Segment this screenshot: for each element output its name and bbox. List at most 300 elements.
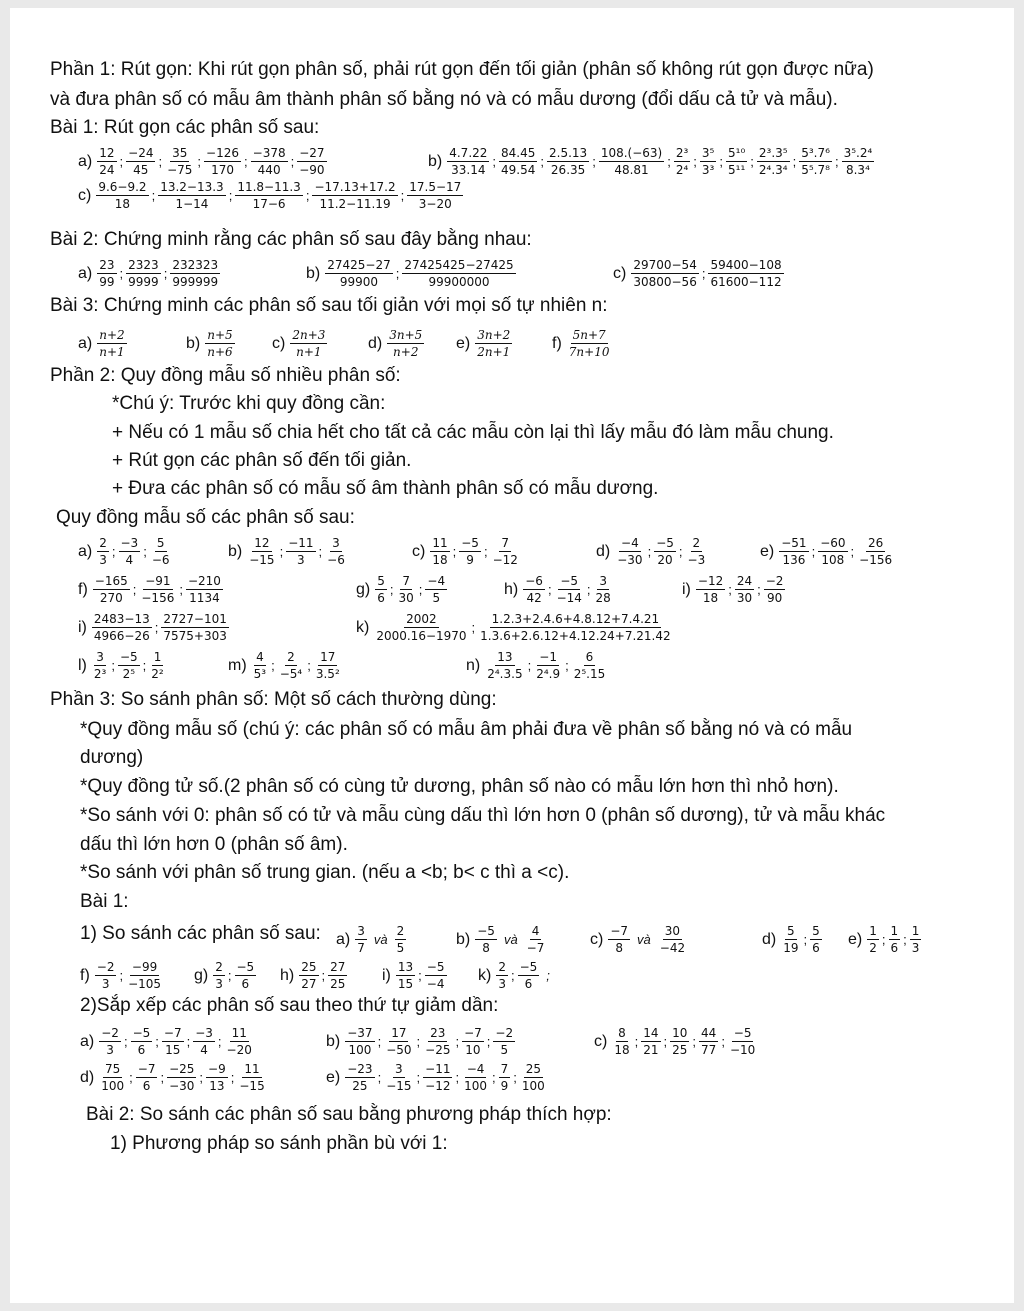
numerator: 3: [332, 536, 340, 550]
denominator: 2n+1: [477, 345, 511, 359]
denominator: −156: [141, 591, 175, 605]
exercise-label: b): [306, 264, 321, 282]
fraction: [384, 1026, 413, 1057]
denominator: −7: [526, 941, 545, 955]
fraction: [206, 1062, 228, 1093]
numerator: −24: [128, 146, 154, 160]
heading-exercise-2: Bài 2: Chứng minh rằng các phân số sau đây bằng nhau:: [50, 229, 532, 250]
fraction: [599, 146, 664, 177]
separator: ;: [416, 1069, 421, 1085]
numerator: 24: [736, 574, 753, 588]
separator: ;: [547, 581, 552, 597]
denominator: −14: [556, 591, 582, 605]
denominator: 49.54: [501, 163, 536, 177]
exercise-line: [306, 258, 517, 289]
fraction: [547, 146, 589, 177]
exercise-line: [78, 146, 328, 177]
exercise-line: [186, 328, 236, 359]
numerator: 2323: [128, 258, 159, 272]
separator: ;: [111, 543, 116, 559]
numerator: −9: [208, 1062, 226, 1076]
numerator: −5: [426, 960, 445, 974]
separator: ;: [400, 187, 405, 203]
numerator: 5³.7⁶: [801, 146, 830, 160]
exercise-line: [80, 1062, 268, 1093]
fraction: [325, 258, 393, 289]
exercise-label: a): [336, 930, 351, 948]
numerator: n+2: [99, 328, 125, 342]
denominator: −12: [492, 553, 518, 567]
exercise-label: c): [613, 264, 627, 282]
exercise-label: i): [382, 966, 391, 984]
numerator: 2727−101: [163, 612, 227, 626]
exercise-label: e): [848, 930, 863, 948]
separator: ;: [492, 1069, 496, 1085]
separator: ;: [455, 1033, 460, 1049]
denominator: 4: [125, 553, 134, 567]
separator: ;: [395, 265, 400, 281]
denominator: 108: [821, 553, 845, 567]
denominator: 25: [330, 977, 346, 991]
separator: ;: [199, 1069, 204, 1085]
numerator: 12: [254, 536, 270, 550]
separator: ;: [513, 1069, 517, 1085]
separator: ;: [510, 967, 515, 983]
separator: ;: [151, 187, 156, 203]
separator: ;: [132, 581, 137, 597]
fraction: [99, 1062, 126, 1093]
denominator: 21: [643, 1043, 659, 1057]
numerator: −5: [656, 536, 674, 550]
denominator: 61600−112: [710, 275, 782, 289]
separator: ;: [377, 1033, 382, 1049]
denominator: 24: [99, 163, 115, 177]
text-line: và đưa phân số có mẫu âm thành phân số bằng nó và có mẫu dương (đổi dấu cả tử và mẫu).: [50, 89, 838, 110]
fraction: [735, 574, 754, 605]
denominator: 2⁴.9: [536, 667, 561, 681]
separator: ;: [119, 153, 124, 169]
numerator: 3n+2: [477, 328, 511, 342]
denominator: 3: [101, 977, 110, 991]
denominator: 100: [464, 1079, 487, 1093]
exercise-line: [280, 960, 348, 991]
connector-text: và: [373, 931, 388, 947]
numerator: 1: [869, 924, 877, 938]
denominator: 5: [500, 1043, 509, 1057]
exercise-line: [382, 960, 448, 991]
fraction: [149, 650, 165, 681]
fraction: [462, 1062, 489, 1093]
denominator: −42: [659, 941, 686, 955]
denominator: −3: [687, 553, 706, 567]
separator: ;: [667, 153, 671, 169]
separator: ;: [142, 657, 147, 673]
denominator: 30: [736, 591, 753, 605]
denominator: −6: [327, 553, 345, 567]
fraction: [764, 574, 786, 605]
separator: ;: [163, 265, 168, 281]
fraction: [213, 960, 225, 991]
fraction: [139, 574, 176, 605]
separator: ;: [592, 153, 596, 169]
numerator: −23: [347, 1062, 373, 1076]
fraction: [658, 924, 687, 955]
separator: ;: [811, 543, 816, 559]
numerator: −2: [101, 1026, 119, 1040]
separator: ;: [321, 967, 326, 983]
numerator: −378: [252, 146, 286, 160]
exercise-label: n): [466, 656, 481, 674]
fraction: [674, 146, 690, 177]
separator: ;: [318, 543, 323, 559]
numerator: −27: [299, 146, 325, 160]
denominator: 10: [465, 1043, 481, 1057]
exercise-label: e): [326, 1068, 341, 1086]
denominator: 6: [890, 941, 899, 955]
numerator: 3⁵.2⁴: [843, 146, 873, 160]
separator: ;: [305, 187, 310, 203]
fraction: [97, 536, 109, 567]
numerator: n+5: [207, 328, 233, 342]
exercise-line: [80, 960, 164, 991]
denominator: 3.5²: [315, 667, 340, 681]
denominator: 2⁴.3⁴: [758, 163, 788, 177]
denominator: −156: [859, 553, 893, 567]
numerator: −5: [461, 536, 479, 550]
connector-text: và: [637, 931, 651, 947]
denominator: 1−14: [175, 197, 209, 211]
heading-part1: Phần 1: Rút gọn: Khi rút gọn phân số, phải rút gọn đến tối giản (phân số không rút gọn được nữa): [50, 59, 874, 80]
numerator: −7: [163, 1026, 182, 1040]
denominator: 25: [672, 1043, 688, 1057]
numerator: 2483−13: [93, 612, 150, 626]
numerator: 8: [618, 1026, 626, 1040]
exercise-label: g): [356, 580, 371, 598]
numerator: 2n+3: [292, 328, 326, 342]
fraction: [395, 924, 407, 955]
denominator: 2⁴: [675, 163, 689, 177]
numerator: −7: [610, 924, 629, 938]
fraction: [225, 1026, 254, 1057]
denominator: 48.81: [614, 163, 649, 177]
fraction: [462, 1026, 484, 1057]
numerator: −5: [733, 1026, 752, 1040]
numerator: 7: [500, 1062, 509, 1076]
denominator: 99900: [339, 275, 379, 289]
method-line: *So sánh với 0: phân số có tử và mẫu cùng dấu thì lớn hơn 0 (phân số dương), tử và mẫu khác: [80, 805, 886, 826]
exercise-line: [228, 650, 343, 681]
denominator: 4: [200, 1043, 208, 1057]
fraction: [615, 536, 644, 567]
numerator: 17: [391, 1026, 407, 1040]
numerator: −165: [94, 574, 128, 588]
method-line: 1) Phương pháp so sánh phần bù với 1:: [110, 1133, 448, 1154]
separator: ;: [271, 657, 275, 673]
fraction: [374, 612, 468, 643]
exercise-label: a): [78, 152, 93, 170]
fraction: [889, 924, 901, 955]
denominator: 7575+303: [163, 629, 227, 643]
numerator: −5: [119, 650, 138, 664]
denominator: 19: [783, 941, 799, 955]
denominator: 6: [812, 941, 820, 955]
denominator: −4: [426, 977, 445, 991]
method-line: dấu thì lớn hơn 0 (phân số âm).: [80, 834, 348, 855]
exercise-line: [428, 146, 875, 177]
numerator: 2: [287, 650, 295, 664]
fraction: [118, 650, 140, 681]
separator: ;: [721, 1033, 725, 1049]
denominator: 28: [595, 591, 611, 605]
numerator: −5: [236, 960, 255, 974]
numerator: 26: [867, 536, 884, 550]
heading-exercise-3: Bài 3: Chứng minh các phân số sau tối giản với mọi số tự nhiên n:: [50, 295, 608, 316]
separator: ;: [119, 265, 124, 281]
document-page: [10, 8, 1014, 1303]
separator: ;: [416, 1033, 421, 1049]
exercise-line: [456, 924, 547, 955]
fraction: [136, 1062, 158, 1093]
exercise-line: [594, 1026, 758, 1057]
denominator: 100: [101, 1079, 125, 1093]
fraction: [407, 180, 463, 211]
fraction: [93, 574, 130, 605]
separator: ;: [663, 1033, 668, 1049]
separator: ;: [471, 619, 476, 635]
denominator: −5⁴: [279, 667, 303, 681]
fraction: [496, 960, 508, 991]
exercise-label: c): [590, 930, 604, 948]
separator: ;: [186, 1033, 191, 1049]
exercise-label: i): [78, 618, 87, 636]
numerator: −25: [169, 1062, 195, 1076]
fraction: [235, 180, 303, 211]
denominator: 2⁵: [122, 667, 136, 681]
numerator: −4: [466, 1062, 485, 1076]
fraction: [708, 258, 783, 289]
numerator: 23: [430, 1026, 446, 1040]
numerator: −126: [206, 146, 240, 160]
fraction: [818, 536, 847, 567]
denominator: 8: [615, 941, 623, 955]
separator: ;: [179, 581, 183, 597]
exercise-line: [78, 258, 221, 289]
denominator: 2³: [93, 667, 107, 681]
fraction: [384, 1062, 413, 1093]
separator: ;: [834, 153, 839, 169]
numerator: −4: [621, 536, 639, 550]
fraction: [205, 328, 234, 359]
numerator: −12: [697, 574, 724, 588]
denominator: 7: [357, 941, 365, 955]
separator: ;: [634, 1033, 639, 1049]
denominator: 100: [521, 1079, 545, 1093]
numerator: −11: [288, 536, 314, 550]
denominator: −6: [151, 553, 170, 567]
fraction: [857, 536, 894, 567]
numerator: −7: [464, 1026, 482, 1040]
fraction: [555, 574, 584, 605]
fraction: [641, 1026, 660, 1057]
denominator: 6: [241, 977, 250, 991]
numerator: 13: [397, 960, 414, 974]
method-line: *Quy đồng tử số.(2 phân số có cùng tử dương, phân số nào có mẫu lớn hơn thì nhỏ hơn).: [80, 776, 839, 797]
numerator: −11: [425, 1062, 451, 1076]
numerator: 3: [599, 574, 607, 588]
denominator: 3: [498, 977, 506, 991]
fraction: [699, 1026, 718, 1057]
fraction: [286, 536, 315, 567]
exercise-label: b): [456, 930, 471, 948]
fraction: [396, 960, 415, 991]
denominator: 999999: [172, 275, 219, 289]
fraction: [430, 536, 449, 567]
denominator: 1.3.6+2.6.12+4.12.24+7.21.42: [480, 629, 671, 643]
fraction: [572, 650, 608, 681]
fraction: [96, 180, 148, 211]
numerator: 10: [672, 1026, 688, 1040]
exercise-line: [762, 924, 823, 955]
fraction: [534, 650, 562, 681]
exercise-line: [80, 1026, 255, 1057]
fraction: [375, 574, 387, 605]
denominator: 2²: [151, 667, 164, 681]
separator: ;: [230, 1069, 235, 1085]
denominator: 77: [701, 1043, 717, 1057]
separator: ;: [492, 153, 497, 169]
denominator: 90: [766, 591, 783, 605]
numerator: 1.2.3+2.4.6+4.8.12+7.4.21: [491, 612, 660, 626]
numerator: 44: [701, 1026, 717, 1040]
exercise-line: [326, 1062, 548, 1093]
fraction: [165, 146, 194, 177]
exercise-line: [478, 960, 556, 991]
numerator: 2: [215, 960, 223, 974]
separator: ;: [377, 1069, 382, 1085]
separator: ;: [486, 1033, 491, 1049]
exercise-label: l): [78, 656, 87, 674]
numerator: 5n+7: [572, 328, 606, 342]
denominator: 6: [377, 591, 385, 605]
numerator: 25: [525, 1062, 541, 1076]
numerator: −210: [187, 574, 221, 588]
separator: ;: [227, 967, 232, 983]
denominator: n+6: [207, 345, 233, 359]
denominator: −15: [239, 1079, 265, 1093]
denominator: −15: [249, 553, 275, 567]
numerator: 5: [787, 924, 795, 938]
fraction: [92, 612, 152, 643]
exercise-line: [466, 650, 608, 681]
denominator: 18: [702, 591, 719, 605]
exercise-line: [504, 574, 614, 605]
numerator: 3: [357, 924, 365, 938]
exercise-label: a): [78, 334, 93, 352]
fraction: [612, 1026, 631, 1057]
numerator: 12: [99, 146, 115, 160]
denominator: −90: [299, 163, 325, 177]
fraction: [97, 328, 126, 359]
separator: ;: [418, 581, 423, 597]
fraction: [686, 536, 708, 567]
numerator: −91: [145, 574, 171, 588]
numerator: 5: [156, 536, 165, 550]
numerator: 29700−54: [633, 258, 697, 272]
denominator: 99900000: [428, 275, 490, 289]
denominator: 2000.16−1970: [376, 629, 467, 643]
separator: ;: [290, 153, 295, 169]
numerator: 13.2−13.3: [160, 180, 224, 194]
separator: ;: [158, 153, 163, 169]
numerator: 27: [330, 960, 346, 974]
fraction: [499, 1062, 511, 1093]
numerator: 2: [396, 924, 405, 938]
denominator: 20: [657, 553, 673, 567]
denominator: 3: [99, 553, 107, 567]
fraction: [728, 1026, 757, 1057]
denominator: 6: [524, 977, 533, 991]
denominator: 3³: [701, 163, 715, 177]
separator: ;: [197, 153, 202, 169]
order-heading: 2)Sắp xếp các phân số sau theo thứ tự giảm dần:: [80, 995, 499, 1016]
separator: ;: [123, 1033, 128, 1049]
fraction: [518, 960, 540, 991]
denominator: 3: [215, 977, 223, 991]
fraction: [520, 1062, 547, 1093]
separator: ;: [586, 581, 591, 597]
exercise-label: b): [428, 152, 443, 170]
denominator: 18: [614, 1043, 630, 1057]
fraction: [700, 146, 716, 177]
exercise-line: [78, 180, 464, 211]
numerator: −3: [195, 1026, 213, 1040]
fraction: [867, 924, 879, 955]
denominator: −75: [167, 163, 193, 177]
heading-common-denominator: Quy đồng mẫu số các phân số sau:: [56, 507, 355, 528]
separator: ;: [701, 265, 706, 281]
separator: ;: [693, 153, 697, 169]
fraction: [92, 650, 108, 681]
fraction: [781, 924, 800, 955]
fraction: [252, 650, 268, 681]
exercise-label: c): [412, 542, 426, 560]
numerator: 11: [244, 1062, 260, 1076]
fraction: [314, 650, 342, 681]
fraction: [799, 146, 832, 177]
exercise-line: [336, 924, 407, 955]
fraction: [99, 1026, 121, 1057]
exercise-label: g): [194, 966, 209, 984]
numerator: 4: [256, 650, 264, 664]
note-line: + Đưa các phân số có mẫu số âm thành phân số có mẫu dương.: [112, 478, 659, 499]
denominator: 440: [257, 163, 281, 177]
denominator: 45: [133, 163, 149, 177]
denominator: 8: [482, 941, 490, 955]
fraction: [779, 536, 808, 567]
separator: ;: [678, 543, 683, 559]
numerator: 30: [664, 924, 681, 938]
exercise-line: [552, 328, 612, 359]
exercise-line: [368, 328, 425, 359]
numerator: 3: [395, 1062, 403, 1076]
numerator: 11: [231, 1026, 247, 1040]
exercise-label: a): [78, 542, 93, 560]
exercise-line: [596, 536, 708, 567]
fraction: [235, 960, 257, 991]
fraction: [193, 1026, 215, 1057]
denominator: 270: [99, 591, 123, 605]
denominator: 5¹¹: [728, 163, 746, 177]
